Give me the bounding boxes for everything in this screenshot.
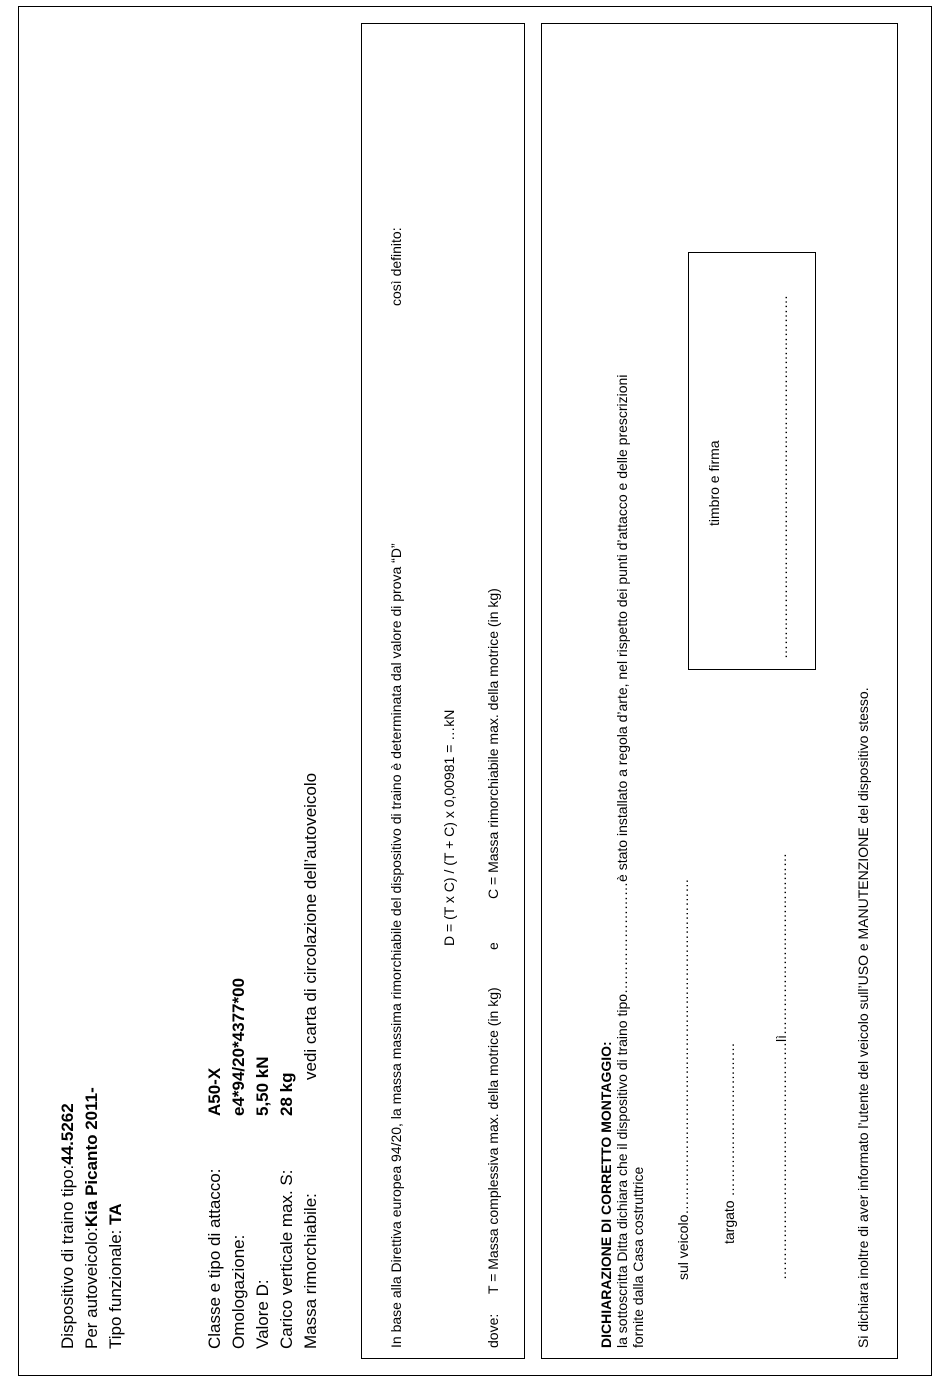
spec-value-towable-mass: vedi carta di circolazione dell’autoveicolo [301,772,320,1080]
vehicle-value: Kia Picanto 2011- [82,1087,101,1228]
spec-value-class: A50-X [205,1067,224,1116]
vehicle-field: sul veicolo……………………………………………………………… [675,878,691,1280]
declaration-line-1: la sottoscritta Ditta dichiara che il dispositivo di traino tipo……………………è stato installato a regola d’arte, nel rispetto dei punti d’attacco e delle prescrizioni [614,374,630,1348]
header-line-type [107,1203,124,1349]
declaration-box [541,23,898,1359]
vehicle-label: Per autoveicolo: [82,1227,101,1349]
t-definition: T = Massa complessiva max. della motrice (in kg) [485,987,501,1294]
stamp-signature-label: timbro e firma [706,440,722,526]
functional-type-value: TA [106,1203,125,1225]
declaration-title: DICHIARAZIONE DI CORRETTO MONTAGGIO: [598,1041,614,1348]
directive-text: In base alla Direttiva europea 94/20, la massa massima rimorchiabile del dispositivo di traino è determinata dal valore di prova “D” [388,543,404,1348]
functional-type-label: Tipo funzionale: [106,1224,125,1349]
declaration-footer: Si dichiara inoltre di aver informato l’utente del veicolo sull’USO e MANUTENZIONE del dispositivo stesso. [855,687,871,1348]
stamp-signature-box [688,252,816,670]
spec-value-homologation: e4*94/20*4377*00 [229,977,248,1116]
place-date-field: ……………………………………………lì………………………………… [773,853,789,1280]
spec-label-towable-mass: Massa rimorchiabile: [301,1193,320,1349]
c-definition: C = Massa rimorchiabile max. della motrice (in kg) [485,588,501,899]
rotated-content [19,7,933,1377]
stamp-signature-line: …………………………………………………………………… [774,295,790,659]
declaration-line-2: fornite dalla Casa costruttrice [630,1166,646,1348]
document-page [18,6,932,1376]
spec-value-vertical-load: 28 kg [277,1072,296,1116]
header-line-vehicle [83,1087,100,1349]
header-line-device [59,1103,76,1349]
where-label: dove: [485,1313,501,1348]
spec-value-d-value: 5,50 kN [253,1056,272,1116]
directive-box [361,23,525,1359]
device-type-label: Dispositivo di traino tipo: [58,1164,77,1349]
directive-text-end: così definito: [388,227,404,306]
spec-label-d-value: Valore D: [253,1279,272,1349]
d-formula: D = (T x C) / (T + C) x 0,00981 = …kN [441,709,457,946]
device-type-value: 44.5262 [58,1103,77,1165]
spec-label-vertical-load: Carico verticale max. S: [277,1169,296,1349]
and-word: e [485,942,501,950]
spec-label-class: Classe e tipo di attacco: [205,1168,224,1349]
plate-field: targato …………………………… [721,1042,737,1244]
spec-label-homologation: Omologazione: [229,1234,248,1349]
